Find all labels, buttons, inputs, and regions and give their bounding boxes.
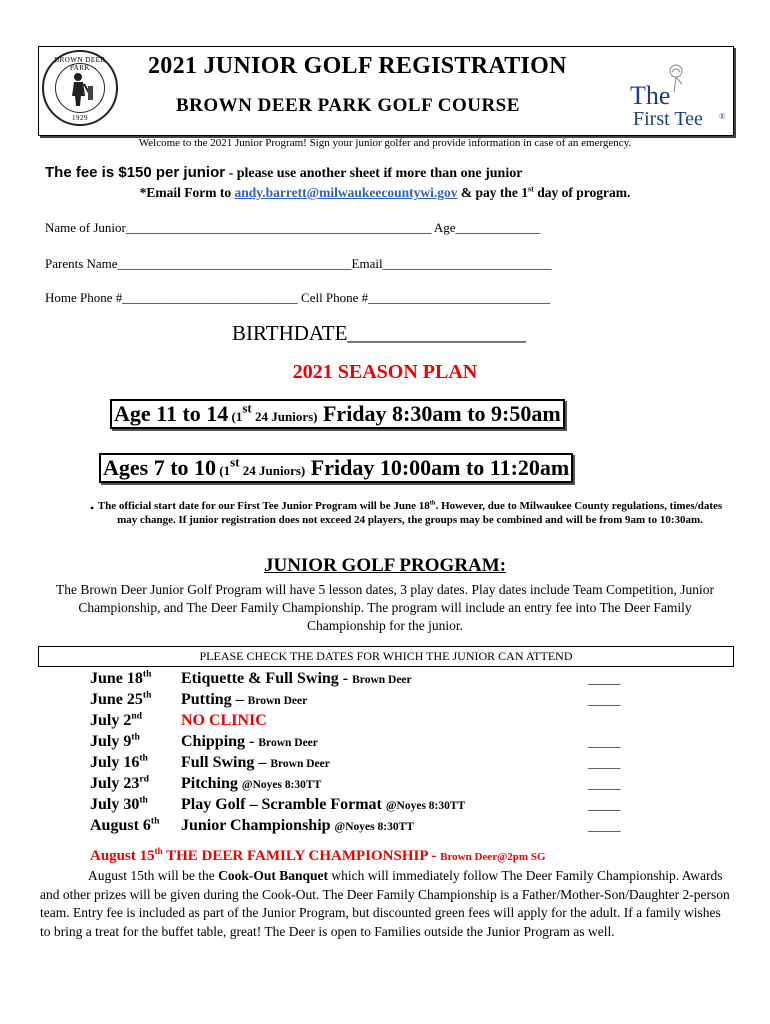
schedule-date: July 23rd [90, 773, 149, 792]
schedule-activities [181, 668, 465, 836]
bullet-icon: • [90, 501, 95, 515]
attend-check-blank[interactable]: _____ [588, 797, 621, 812]
notice-part1: The official start date for our First Tee Junior Program will be June 18 [97, 500, 430, 512]
course-name: BROWN DEER PARK GOLF COURSE [176, 95, 520, 116]
group-juniors: 24 Juniors) [251, 409, 318, 424]
schedule-date: July 16th [90, 752, 148, 771]
fee-line [45, 164, 522, 182]
group-time: Friday 8:30am to 9:50am [317, 401, 561, 426]
schedule-date: June 25th [90, 689, 152, 708]
name-of-junior-field[interactable]: Name of Junior_______________________________________________ Age_____________ [45, 220, 541, 235]
notice-part2: . However, due to Milwaukee County regulations, times/dates may change. If junior registration does not exceed 24 players, the groups may be combined and will be from 9am to 10:30am. [117, 500, 723, 526]
email-link[interactable]: andy.barrett@milwaukeecountywi.gov [234, 185, 458, 200]
program-description: The Brown Deer Junior Golf Program will have 5 lesson dates, 3 play dates. Play dates include Team Competition, Junior Championship, and The Deer Family Championship. The program will include an entry fee into The Deer Family Championship for the junior. [56, 582, 714, 633]
logo-first-tee: First Tee [633, 108, 703, 128]
schedule-activity: Putting – Brown Deer [181, 691, 308, 708]
check-dates-header: PLEASE CHECK THE DATES FOR WHICH THE JUNIOR CAN ATTEND [38, 646, 734, 667]
attend-check-blank[interactable]: _____ [588, 755, 621, 770]
attendance-checks [588, 668, 621, 836]
logo-the: The [630, 81, 671, 110]
fee-note: - please use another sheet if more than one junior [225, 166, 523, 181]
welcome-text: Welcome to the 2021 Junior Program! Sign your junior golfer and provide information in case of an emergency. [138, 137, 632, 149]
group-sup: st [230, 454, 240, 470]
schedule-activity: Pitching @Noyes 8:30TT [181, 775, 322, 792]
group-sup: st [242, 400, 252, 416]
golfer-swing-icon [670, 65, 682, 92]
group-time: Friday 10:00am to 11:20am [305, 455, 570, 480]
golfer-figure-icon [55, 63, 105, 113]
group-age: Ages 7 to 10 [103, 455, 217, 480]
email-prefix: *Email Form to [139, 185, 235, 200]
schedule-activity: NO CLINIC [181, 712, 267, 729]
program-heading: JUNIOR GOLF PROGRAM: [263, 555, 507, 576]
email-sup: st [528, 184, 534, 194]
logo-registered: ® [719, 112, 726, 121]
brown-deer-park-seal [42, 50, 118, 126]
family-date: August 15 [90, 848, 155, 864]
schedule-activity: Chipping - Brown Deer [181, 733, 318, 750]
page-title: 2021 JUNIOR GOLF REGISTRATION [148, 53, 567, 79]
seal-year: 1929 [72, 114, 88, 122]
notice-sup: th [429, 499, 436, 507]
phone-field[interactable]: Home Phone #___________________________ Cell Phone #____________________________ [45, 290, 551, 305]
email-mid: & pay the 1 [457, 185, 529, 200]
cookout-p2: which will immediately follow The Deer Family Championship. Awards and other prizes will be given during the Cook-Out. The Deer Family Championship is a Father/Mother-Son/Daughter 2-person team. Entry fee is included as part of the Junior Program, but discounted green fees will apply for the adult. If a family wishes to bring a treat for the buffet table, great! The Deer is open to Families outside the Junior Program as well. [40, 868, 730, 939]
schedule-date: August 6th [90, 815, 160, 834]
schedule-activity: Etiquette & Full Swing - Brown Deer [181, 670, 412, 687]
attend-check-blank[interactable]: _____ [588, 818, 621, 833]
group-younger [99, 453, 573, 483]
group-open: (1 [216, 463, 231, 478]
first-tee-logo [628, 62, 728, 128]
attend-check-blank[interactable]: _____ [588, 692, 621, 707]
schedule-dates [90, 668, 159, 836]
family-location: Brown Deer@2pm SG [440, 851, 546, 863]
cookout-p1: August 15th will be the [88, 868, 219, 883]
schedule-date: July 2nd [90, 710, 143, 729]
family-title: THE DEER FAMILY CHAMPIONSHIP - [162, 848, 441, 864]
schedule-date: July 30th [90, 794, 148, 813]
email-suffix: day of program. [533, 185, 631, 200]
schedule-date: July 9th [90, 731, 140, 750]
family-sup: th [154, 846, 163, 856]
email-line [0, 185, 770, 201]
start-date-notice [90, 499, 730, 527]
group-juniors: 24 Juniors) [239, 463, 306, 478]
group-older [110, 399, 565, 429]
seal-top-text: BROWN DEER PARK [54, 56, 106, 72]
cookout-paragraph [40, 867, 730, 941]
fee-amount: The fee is $150 per junior [45, 164, 226, 181]
schedule-date: June 18th [90, 668, 152, 687]
season-plan-heading: 2021 SEASON PLAN [292, 361, 478, 383]
group-age: Age 11 to 14 [114, 401, 229, 426]
group-open: (1 [228, 409, 243, 424]
birthdate-field[interactable]: BIRTHDATE_________________ [232, 321, 526, 345]
attend-check-blank [588, 710, 621, 731]
attend-check-blank[interactable]: _____ [588, 734, 621, 749]
family-championship-heading [90, 848, 546, 865]
attend-check-blank[interactable]: _____ [588, 671, 621, 686]
schedule-activity: Junior Championship @Noyes 8:30TT [181, 817, 414, 834]
parents-email-field[interactable]: Parents Name____________________________________Email__________________________ [45, 256, 552, 271]
schedule-activity: Full Swing – Brown Deer [181, 754, 330, 771]
cookout-bold: Cook-Out Banquet [218, 868, 329, 883]
schedule-activity: Play Golf – Scramble Format @Noyes 8:30TT [181, 796, 466, 813]
attend-check-blank[interactable]: _____ [588, 776, 621, 791]
